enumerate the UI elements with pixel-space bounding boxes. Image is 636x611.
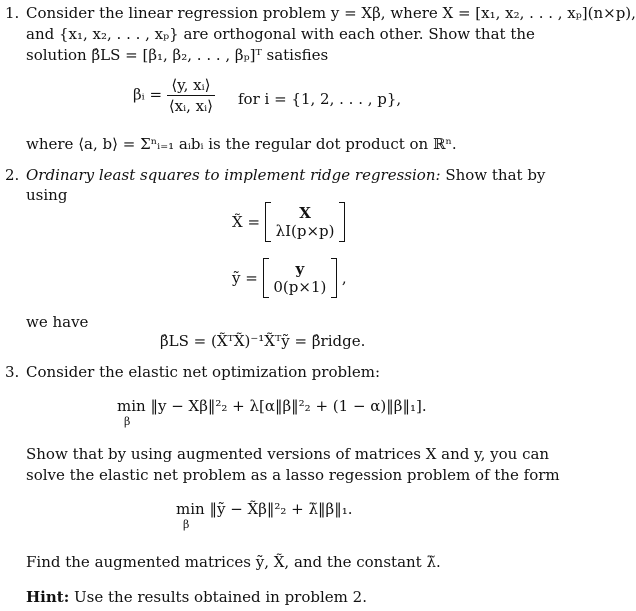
problem-2-result: β̂LS = (X̃ᵀX̃)⁻¹X̃ᵀỹ = β̂ridge. (160, 332, 366, 350)
x-tilde-lhs: X̃ = (232, 213, 261, 231)
elastic-net-formula: min ‖y − Xβ‖²₂ + λ[α‖β‖²₂ + (1 − α)‖β‖₁]. (117, 397, 427, 415)
hint-text: Use the results obtained in problem 2. (74, 588, 367, 606)
matrix-bottom: 0(p×1) (273, 278, 327, 296)
lasso-formula: min ‖ỹ − X̃β‖²₂ + λ̃‖β‖₁. (176, 500, 353, 518)
matrix-bottom: λI(p×p) (275, 222, 335, 240)
formula-fraction (167, 75, 215, 116)
formula-lhs: βᵢ = (133, 85, 163, 104)
problem-1-condition: for i = {1, 2, . . . , p}, (238, 90, 402, 108)
y-tilde-matrix (273, 260, 326, 296)
left-bracket (263, 258, 269, 298)
problem-1-number: 1. (5, 4, 20, 22)
problem-2-we-have: we have (26, 313, 89, 331)
x-tilde-def (232, 202, 345, 242)
right-bracket (339, 202, 345, 242)
problem-3-number: 3. (5, 363, 20, 381)
problem-1-line-1: Consider the linear regression problem y = Xβ, where X = [x₁, x₂, . . . , xₚ](n×p), (26, 4, 636, 22)
problem-2-number: 2. (5, 166, 20, 184)
y-tilde-comma: , (341, 269, 347, 287)
x-tilde-matrix (276, 204, 335, 240)
problem-3-find: Find the augmented matrices ỹ, X̃, and the constant λ̃. (26, 553, 441, 571)
elastic-net-formula-subscript: β (124, 415, 131, 428)
problem-2-title: Ordinary least squares to implement ridge regression: (26, 166, 441, 184)
problem-2-line-1 (26, 165, 545, 185)
problem-3-para-2: solve the elastic net problem as a lasso regession problem of the form (26, 466, 560, 484)
problem-1-where: where ⟨a, b⟩ = Σⁿᵢ₌₁ aᵢbᵢ is the regular dot product on ℝⁿ. (26, 135, 457, 153)
left-bracket (265, 202, 271, 242)
formula-numerator: ⟨y, xᵢ⟩ (167, 75, 215, 96)
right-bracket (331, 258, 337, 298)
y-tilde-lhs: ỹ = (232, 269, 258, 287)
hint-label: Hint: (26, 588, 70, 606)
matrix-top: y (295, 260, 305, 278)
problem-2-line-1-tail: Show that by (445, 166, 546, 184)
matrix-top: X (299, 204, 311, 222)
problem-2-line-2: using (26, 186, 68, 204)
y-tilde-def (232, 258, 347, 298)
formula-denominator: ⟨xᵢ, xᵢ⟩ (168, 97, 214, 115)
problem-3-line-1: Consider the elastic net optimization problem: (26, 363, 381, 381)
problem-3-hint (26, 587, 367, 607)
problem-3-para-1: Show that by using augmented versions of matrices X and y, you can (26, 445, 550, 463)
problem-1-line-3: solution β̂LS = [β₁, β₂, . . . , βₚ]ᵀ satisfies (26, 46, 329, 64)
lasso-formula-subscript: β (183, 518, 190, 531)
problem-1-line-2: and {x₁, x₂, . . . , xₚ} are orthogonal with each other. Show that the (26, 25, 535, 43)
problem-1-formula (133, 75, 215, 116)
